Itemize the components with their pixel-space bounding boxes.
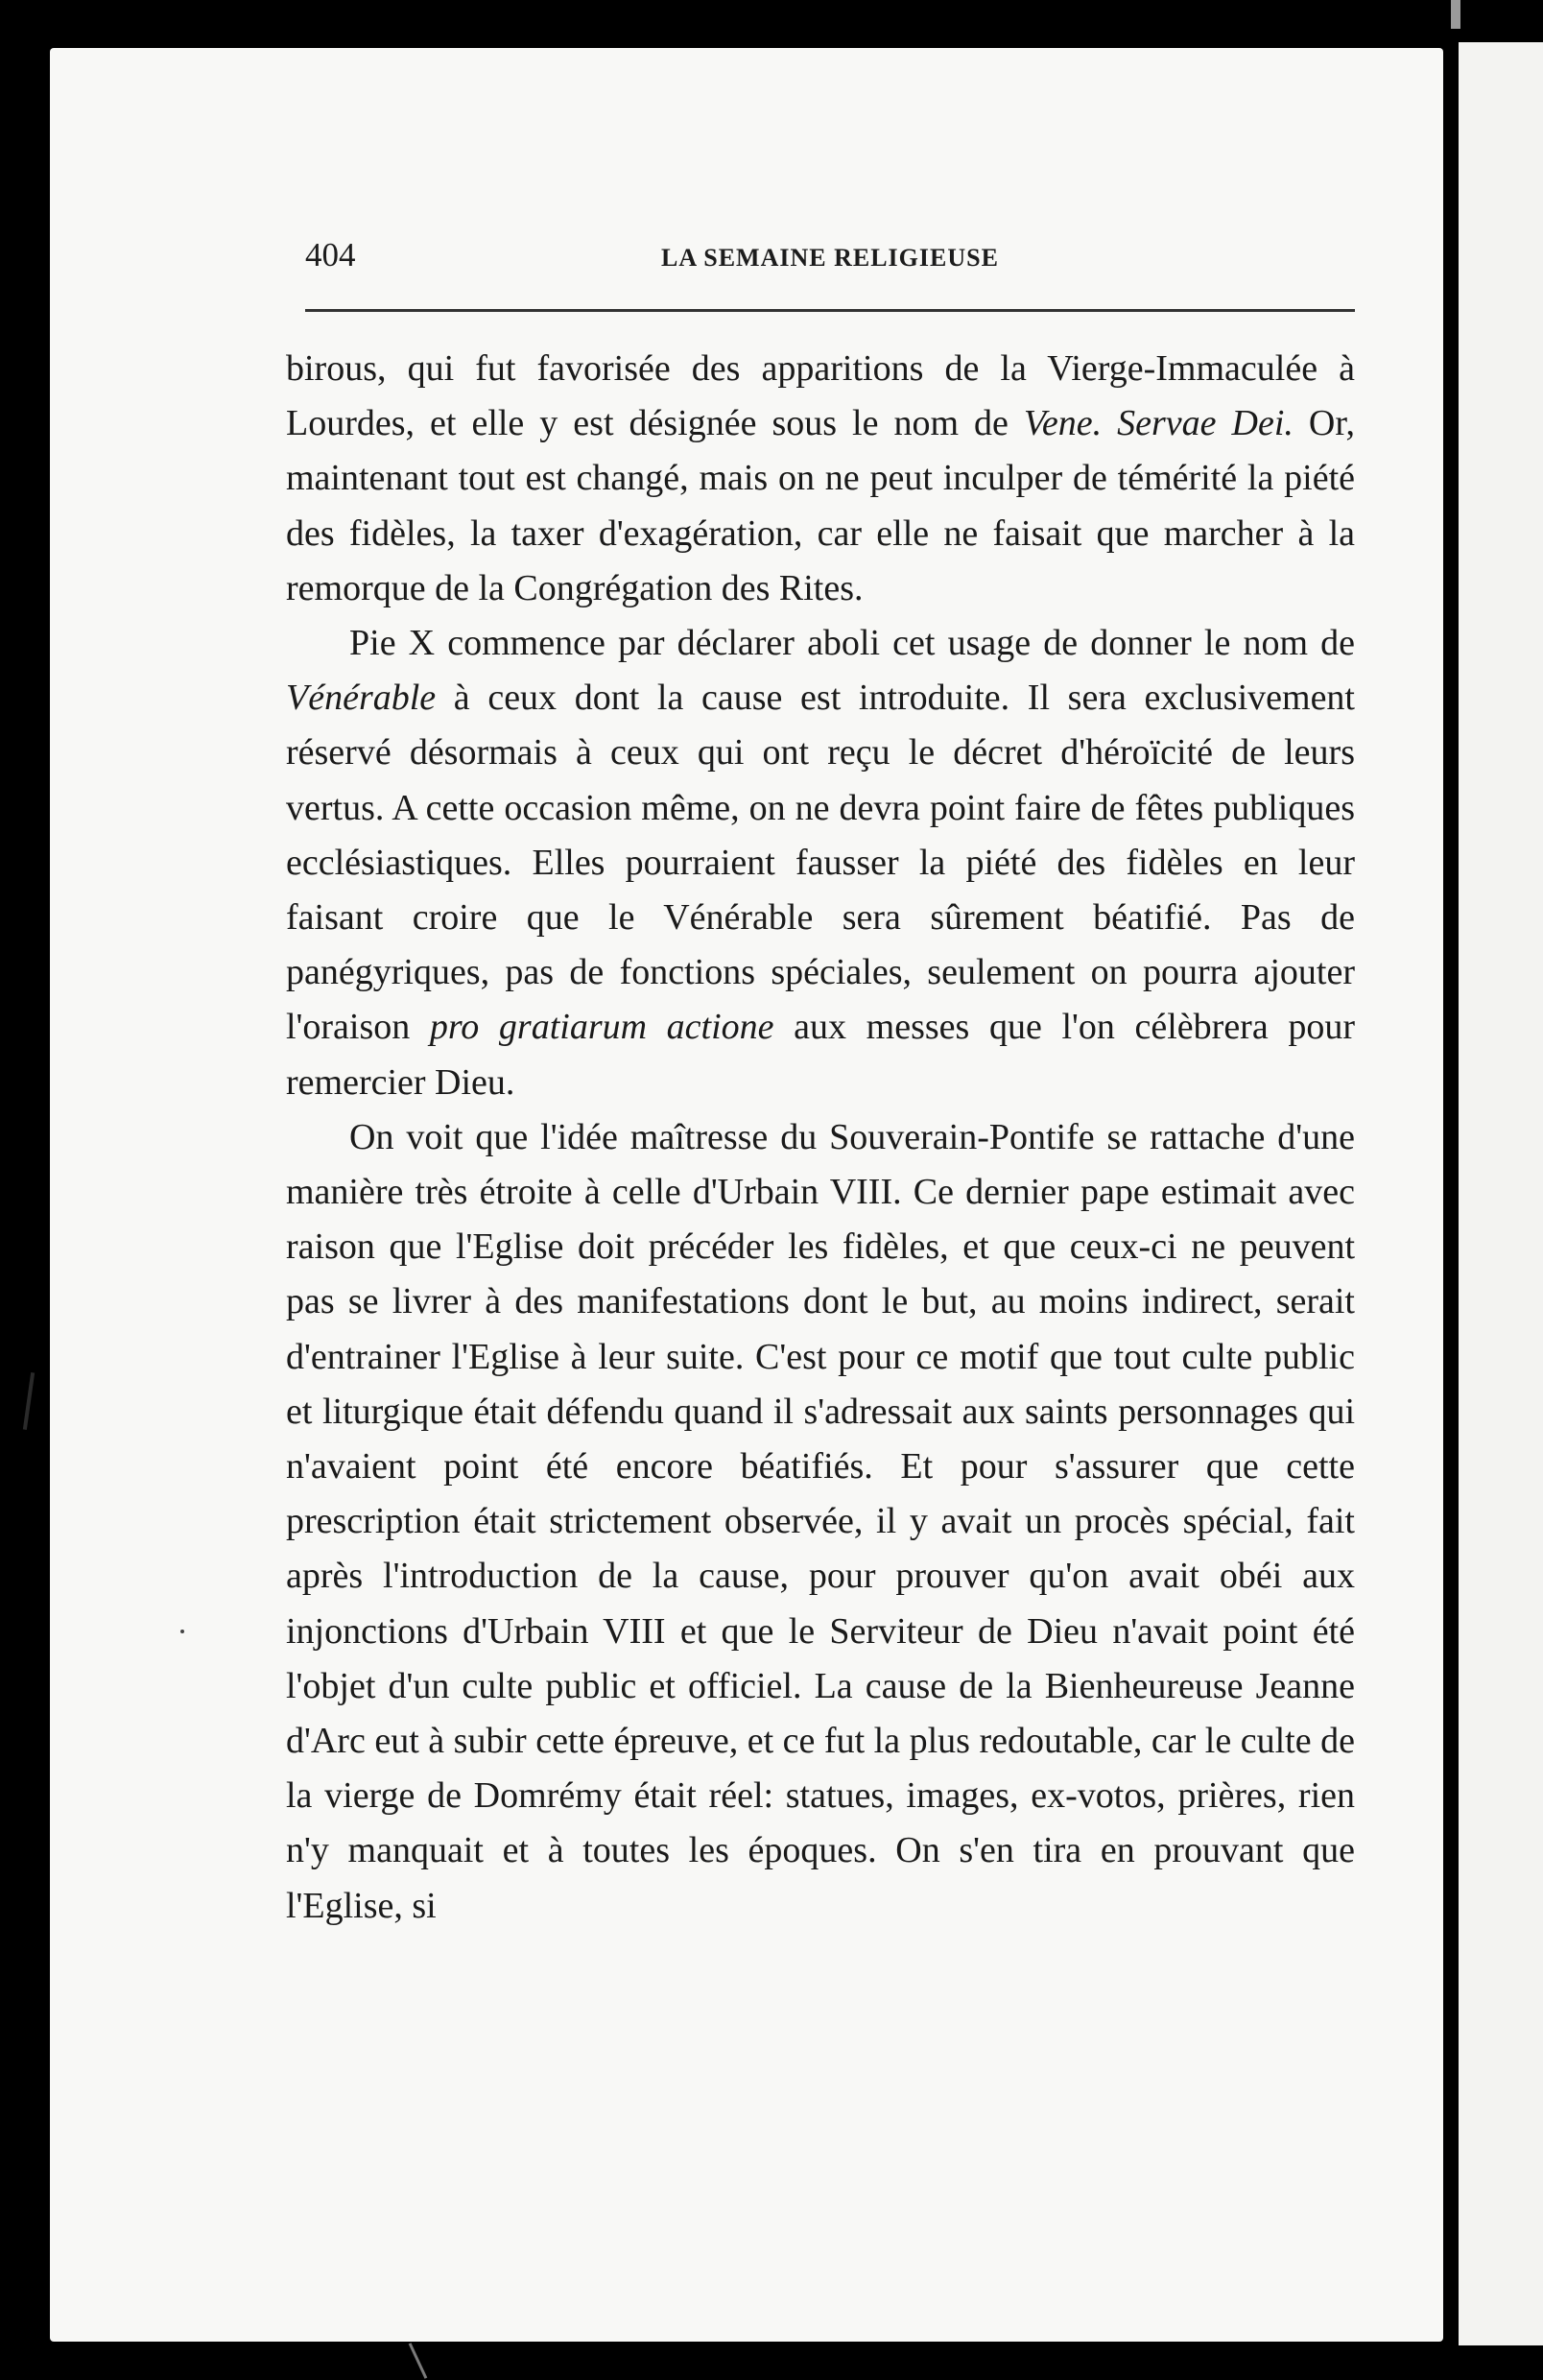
text-segment: à ceux dont la cause est introduite. Il sera exclusivement réservé désormais à ceux qui ont reçu le décret d'héroïcité de leurs vertus. A cette occasion même, on ne devra point faire de fêtes publiques ecclésiastiques. Elles pourraient fausser la piété des fidèles en leur faisant croire que le Vénérable sera sûrement béatifié. Pas de panégyriques, pas de fonctions spéciales, seulement on pourra ajouter l'oraison: [286, 678, 1355, 1048]
scan-mark: [1451, 0, 1460, 29]
page-number: 404: [305, 236, 356, 274]
text-segment: Pie X commence par déclarer aboli cet usage de donner le nom de: [349, 623, 1355, 664]
italic-segment: Vénérable: [286, 678, 437, 719]
text-segment: On voit que l'idée maîtresse du Souverain-Pontife se rattache d'une manière très étroite à celle d'Urbain VIII. Ce dernier pape estimait avec raison que l'Eglise doit précéder les fidèles, et que ceux-ci ne peuvent pas se livrer à des manifestations dont le but, au moins indirect, serait d'entrainer l'Eglise à leur suite. C'est pour ce motif que tout culte public et liturgique était défendu quand il s'adressait aux saints personnages qui n'avaient point été encore béatifiés. Et pour s'assurer que cette prescription était strictement observée, il y avait un procès spécial, fait après l'introduction de la cause, pour prouver qu'on avait obéi aux injonctions d'Urbain VIII et que le Serviteur de Dieu n'avait point été l'objet d'un culte public et officiel. La cause de la Bienheureuse Jeanne d'Arc eut à subir cette épreuve, et ce fut la plus redoutable, car le culte de la vierge de Domrémy était réel: statues, images, ex-votos, prières, rien n'y manquait et à toutes les époques. On s'en tira en prouvant que l'Eglise, si: [286, 1116, 1355, 1926]
running-title: LA SEMAINE RELIGIEUSE: [661, 244, 999, 272]
page-gutter-shadow: [1443, 42, 1459, 2345]
header-rule: [305, 309, 1355, 312]
paragraph-2: [286, 616, 1355, 1110]
italic-segment: Vene. Servae Dei.: [1023, 403, 1294, 444]
text-segment: Or, maintenant tout est changé, mais on ne peut inculper de témérité la piété des fidèles, la taxer d'exagération, car elle ne faisait que marcher à la remorque de la Congrégation des Rites.: [286, 403, 1356, 608]
scan-mark: [409, 2343, 428, 2379]
italic-segment: pro gratiarum actione: [429, 1007, 774, 1048]
text-segment: aux messes que l'on célèbrera pour remercier Dieu.: [286, 1007, 1355, 1103]
paragraph-1: [286, 342, 1355, 616]
text-segment: birous, qui fut favorisée des apparitions de la Vierge-Immaculée à Lourdes, et elle y est désignée sous le nom de: [286, 348, 1355, 444]
adjacent-page-strip: [1459, 42, 1543, 2345]
paragraph-3: [286, 1110, 1355, 1934]
body-text: [286, 342, 1355, 1934]
scan-mark: [23, 1372, 35, 1430]
scan-mark: [180, 1630, 184, 1633]
